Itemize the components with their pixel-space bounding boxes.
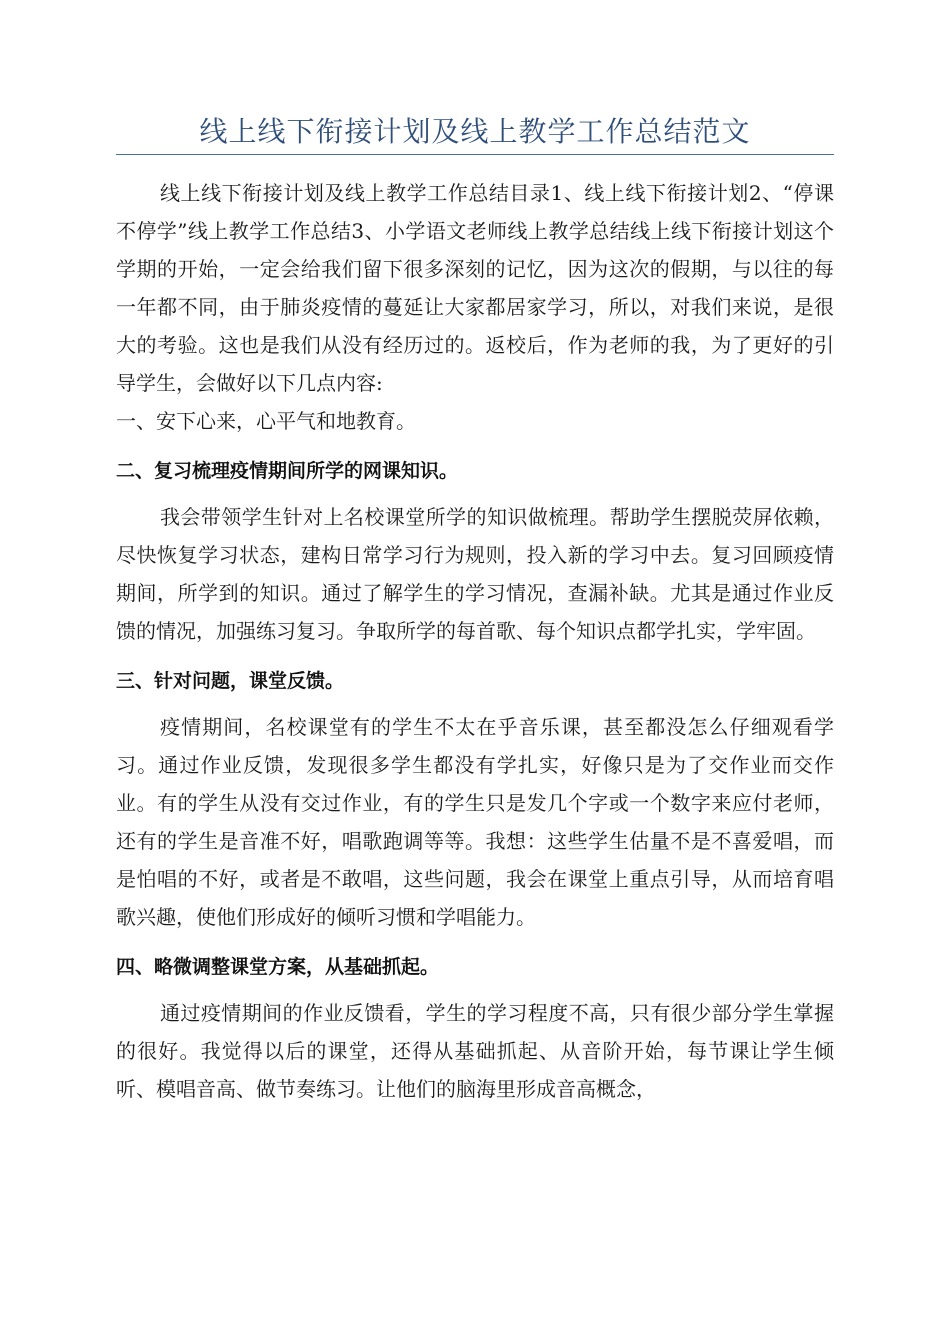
section-paragraph: 疫情期间，名校课堂有的学生不太在乎音乐课，甚至都没怎么仔细观看学习。通过作业反馈，发现很多学生都没有学扎实，好像只是为了交作业而交作业。有的学生从没有交过作业，有的学生只是发几个字或一个数字来应付老师，还有的学生是音准不好，唱歌跑调等等。我想：这些学生估量不是不喜爱唱，而是怕唱的不好，或者是不敢唱，这些问题，我会在课堂上重点引导，从而培育唱歌兴趣，使他们形成好的倾听习惯和学唱能力。 xyxy=(116,715,834,929)
title-underline xyxy=(116,154,834,155)
section-heading: 三、针对问题，课堂反馈。 xyxy=(116,670,345,692)
section-paragraph: 我会带领学生针对上名校课堂所学的知识做梳理。帮助学生摆脱荧屏依赖，尽快恢复学习状态，建构日常学习行为规则，投入新的学习中去。复习回顾疫情期间，所学到的知识。通过了解学生的学习情况，查漏补缺。尤其是通过作业反馈的情况，加强练习复习。争取所学的每首歌、每个知识点都学扎实，学牢固。 xyxy=(116,505,834,643)
point-one: 一、安下心来，心平气和地教育。 xyxy=(116,409,416,433)
section-heading: 二、复习梳理疫情期间所学的网课知识。 xyxy=(116,460,459,482)
section-paragraph: 通过疫情期间的作业反馈看，学生的学习程度不高，只有很少部分学生掌握的很好。我觉得以后的课堂，还得从基础抓起、从音阶开始，每节课让学生倾听、模唱音高、做节奏练习。让他们的脑海里形成音高概念， xyxy=(116,1001,834,1101)
document-body xyxy=(116,174,834,1108)
section-heading: 四、略微调整课堂方案，从基础抓起。 xyxy=(116,956,440,978)
document-title: 线上线下衔接计划及线上教学工作总结范文 xyxy=(199,115,751,148)
intro-paragraph: 线上线下衔接计划及线上教学工作总结目录1、线上线下衔接计划2、“停课不停学”线上教学工作总结3、小学语文老师线上教学总结线上线下衔接计划这个学期的开始，一定会给我们留下很多深刻的记忆，因为这次的假期，与以往的每一年都不同，由于肺炎疫情的蔓延让大家都居家学习，所以，对我们来说，是很大的考验。这也是我们从没有经历过的。返校后，作为老师的我，为了更好的引导学生，会做好以下几点内容: xyxy=(116,181,834,395)
